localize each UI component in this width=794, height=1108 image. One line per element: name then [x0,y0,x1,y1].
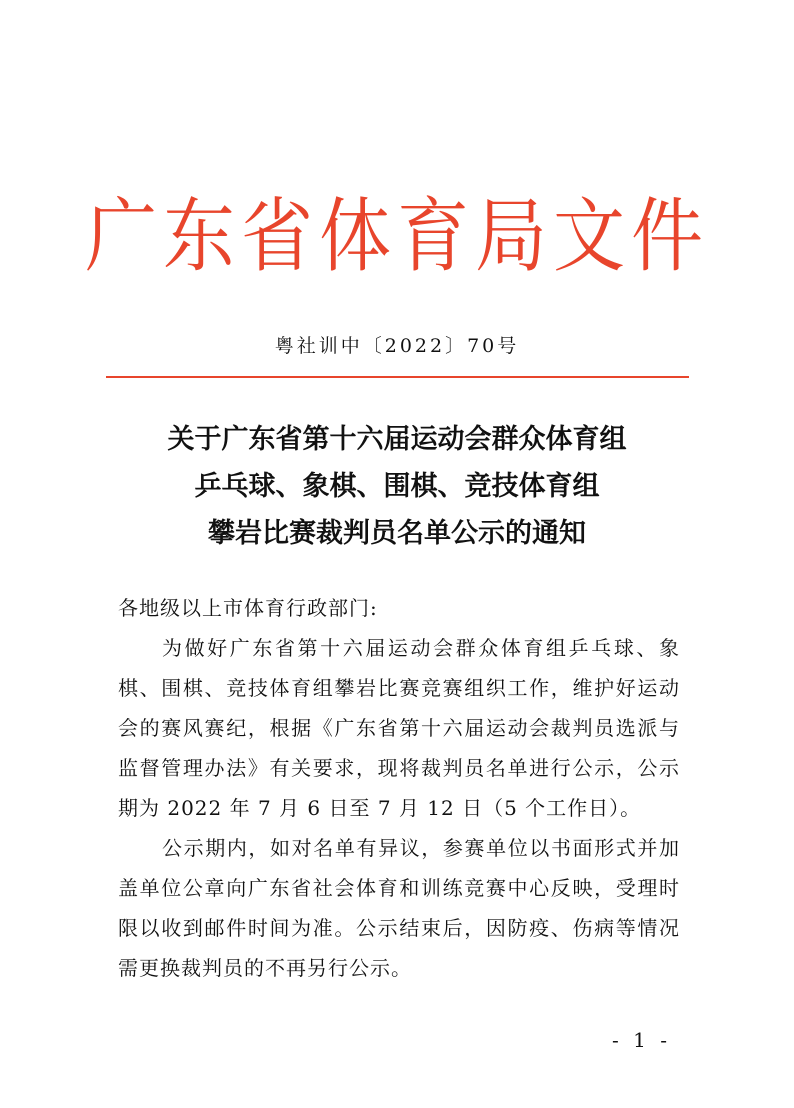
title-line-2: 乒乓球、象棋、围棋、竞技体育组 [194,471,600,502]
title-line-3: 攀岩比赛裁判员名单公示的通知 [208,518,586,549]
title-line-1: 关于广东省第十六届运动会群众体育组 [167,424,627,455]
notice-body [118,588,680,988]
body-paragraph-1: 为做好广东省第十六届运动会群众体育组乒乓球、象棋、围棋、竞技体育组攀岩比赛竞赛组织工作，维护好运动会的赛风赛纪，根据《广东省第十六届运动会裁判员选派与监督管理办法》有关要求，现将裁判员名单进行公示，公示期为 2022 年 7 月 6 日至 7 月 12 日（5 个工作日）。 [118,636,680,820]
masthead-title: 广东省体育局文件 [84,188,709,284]
page-number: - 1 - [612,1028,671,1052]
salutation: 各地级以上市体育行政部门: [118,596,378,620]
red-divider-line [106,376,689,378]
body-paragraph-2: 公示期内，如对名单有异议，参赛单位以书面形式并加盖单位公章向广东省社会体育和训练竞赛中心反映，受理时限以收到邮件时间为准。公示结束后，因防疫、伤病等情况需更换裁判员的不再另行公示。 [118,836,680,980]
document-number: 粤社训中〔2022〕70号 [274,335,520,357]
notice-title [0,416,794,557]
